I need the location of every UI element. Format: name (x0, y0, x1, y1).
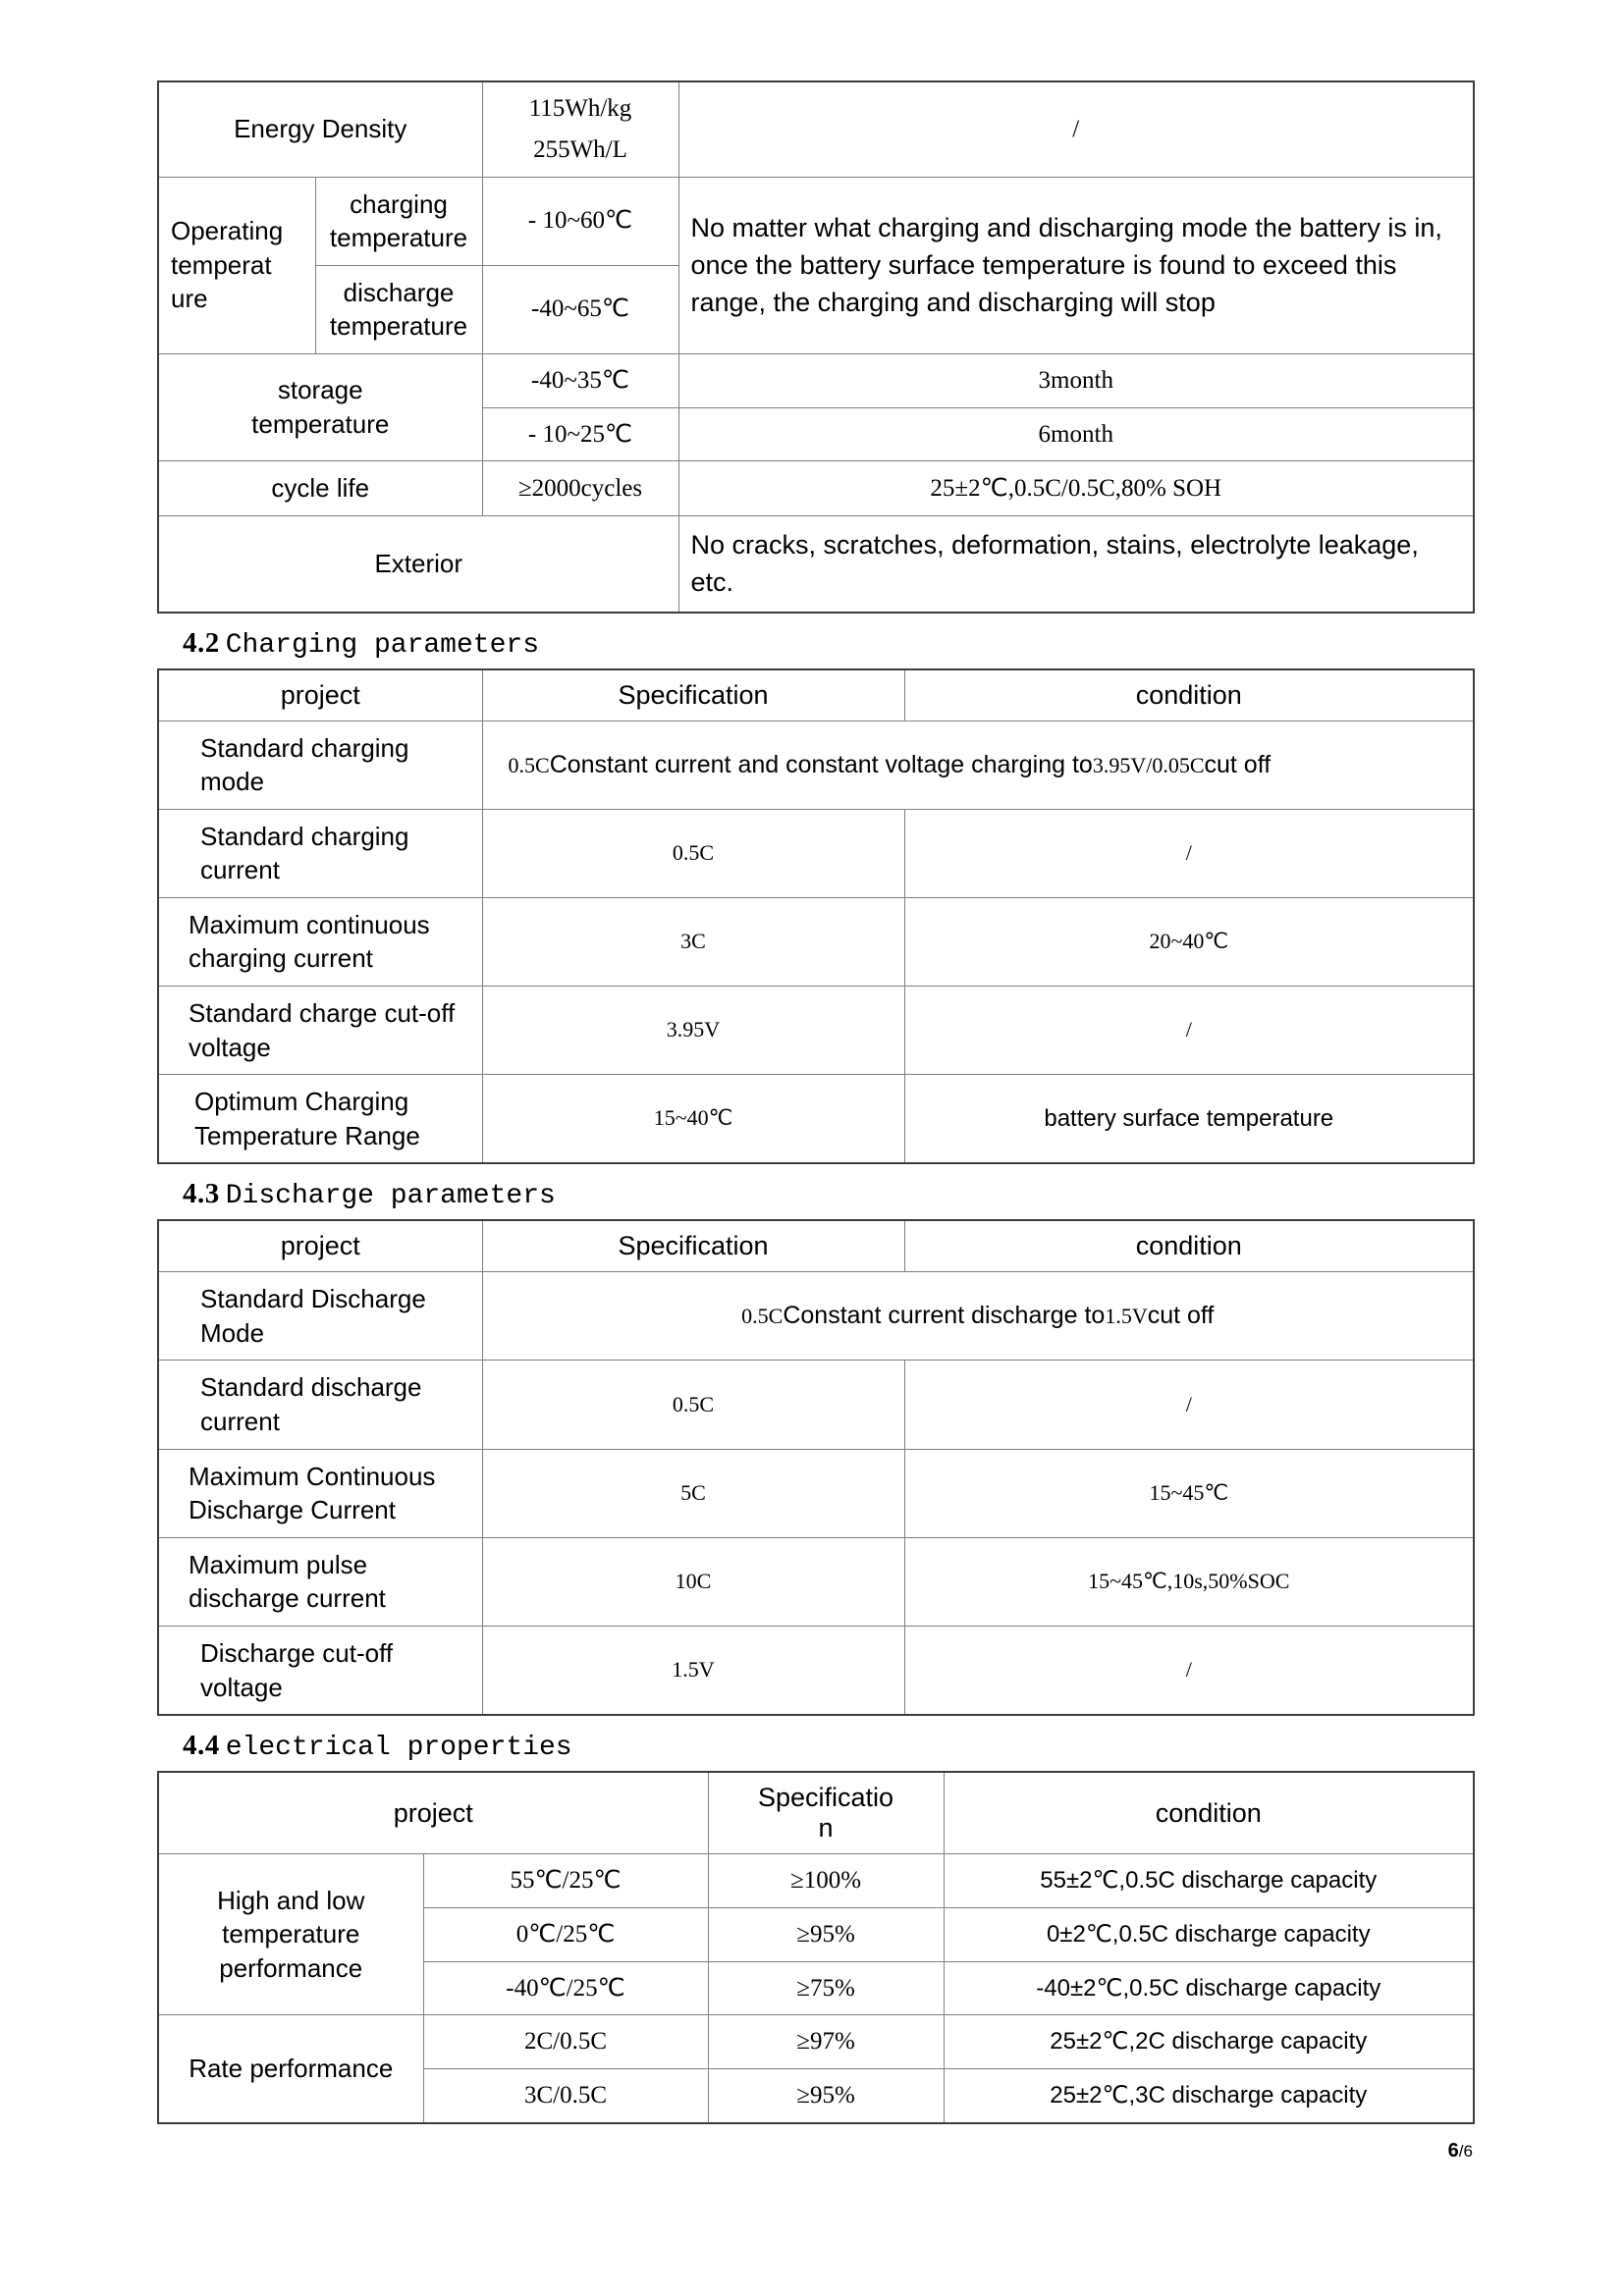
section-heading-4-3 (183, 1178, 1473, 1211)
charging-temperature-label (315, 177, 482, 265)
discharge-temperature-label-line2: temperature (329, 311, 468, 342)
charging-row-1-project (158, 809, 482, 897)
electrical-header-project: project (158, 1772, 708, 1854)
charging-row-1-condition: / (904, 809, 1474, 897)
charging-row-2-project-line2: charging current (189, 943, 373, 974)
discharge-row-4-project-line2: voltage (200, 1672, 283, 1702)
charging-temperature-label-line2: temperature (329, 223, 468, 253)
operating-temperature-label-line3: ure (171, 284, 208, 314)
energy-density-label: Energy Density (158, 81, 482, 177)
charging-row-0-spec-text: Constant current and constant voltage charging to (549, 750, 1093, 778)
electrical-g0-r2-condition: -40±2℃,0.5C discharge capacity (944, 1961, 1474, 2015)
discharge-row-3-condition: 15~45℃,10s,50%SOC (904, 1537, 1474, 1626)
table-row (158, 177, 1474, 265)
storage-temperature-label-line1: storage (277, 375, 363, 405)
discharge-row-1-condition: / (904, 1361, 1474, 1449)
electrical-g0-r2-spec: ≥75% (708, 1961, 944, 2015)
charging-row-0-project (158, 721, 482, 809)
discharge-row-1-project-line1: Standard discharge (200, 1372, 422, 1403)
section-number-4-2: 4.2 (183, 626, 220, 659)
operating-temperature-note: No matter what charging and discharging mode the battery is in, once the battery surface temperature is found to exceed this range, the charging and discharging will stop (678, 177, 1474, 353)
discharge-row-1-project-line2: current (200, 1407, 280, 1437)
energy-density-condition: / (678, 81, 1474, 177)
table-row (158, 809, 1474, 897)
charging-row-4-project-line1: Optimum Charging (194, 1087, 409, 1117)
charging-row-4-project-line2: Temperature Range (194, 1120, 420, 1150)
table-row (158, 721, 1474, 809)
charging-row-2-spec: 3C (482, 897, 904, 986)
table-row (158, 1272, 1474, 1361)
electrical-header-specification-line2: n (818, 1813, 834, 1843)
discharge-temperature-label-line1: discharge (343, 277, 455, 307)
cycle-life-spec: ≥2000cycles (482, 461, 678, 516)
electrical-group-0-label-line3: performance (219, 1953, 363, 1984)
energy-density-spec (482, 81, 678, 177)
table-row (158, 2015, 1474, 2069)
electrical-g0-r1-spec: ≥95% (708, 1907, 944, 1961)
page-footer (157, 2140, 1473, 2163)
discharge-row-0-spec-merged (482, 1272, 1474, 1361)
electrical-g1-r1-condition: 25±2℃,3C discharge capacity (944, 2069, 1474, 2123)
electrical-g1-r1-spec: ≥95% (708, 2069, 944, 2123)
discharge-temperature-label (315, 265, 482, 353)
discharge-row-0-spec-a: 0.5C (741, 1304, 784, 1329)
charging-row-1-project-line1: Standard charging (200, 821, 409, 851)
charging-row-3-project-line1: Standard charge cut-off (189, 998, 456, 1029)
charging-row-3-condition: / (904, 987, 1474, 1075)
electrical-header-condition: condition (944, 1772, 1474, 1854)
charging-header-condition: condition (904, 669, 1474, 721)
footer-separator: / (1458, 2142, 1464, 2161)
electrical-g0-r2-sub: -40℃/25℃ (423, 1961, 708, 2015)
electrical-g1-r0-sub: 2C/0.5C (423, 2015, 708, 2069)
charging-row-4-condition: battery surface temperature (904, 1075, 1474, 1164)
electrical-g0-r1-sub: 0℃/25℃ (423, 1907, 708, 1961)
discharge-row-2-project-line1: Maximum Continuous (189, 1461, 436, 1491)
table-row (158, 1361, 1474, 1449)
operating-temperature-label-line2: temperat (171, 249, 272, 280)
discharge-row-4-project (158, 1626, 482, 1715)
discharge-row-3-project-line1: Maximum pulse (189, 1549, 368, 1579)
table-header-row (158, 1220, 1474, 1272)
storage-temperature-condition-2: 6month (678, 407, 1474, 461)
section-title-4-4: electrical properties (225, 1733, 572, 1764)
storage-temperature-label (158, 353, 482, 461)
table-row (158, 1626, 1474, 1715)
cycle-life-condition: 25±2℃,0.5C/0.5C,80% SOH (678, 461, 1474, 516)
discharge-header-condition: condition (904, 1220, 1474, 1272)
footer-total-pages: 6 (1463, 2142, 1473, 2161)
charging-temperature-spec: - 10~60℃ (482, 177, 678, 265)
table-header-row (158, 669, 1474, 721)
electrical-group-1-label: Rate performance (158, 2015, 423, 2123)
footer-current-page: 6 (1447, 2140, 1459, 2162)
electrical-g1-r1-sub: 3C/0.5C (423, 2069, 708, 2123)
page-content (157, 80, 1473, 2124)
section-heading-4-2 (183, 627, 1473, 661)
table-row (158, 1854, 1474, 1908)
charging-row-1-project-line2: current (200, 855, 280, 885)
charging-header-specification: Specification (482, 669, 904, 721)
discharge-row-0-spec-b: 1.5V (1105, 1304, 1148, 1329)
electrical-group-0-label-line1: High and low (217, 1885, 365, 1915)
charging-row-0-spec-a: 0.5C (508, 752, 550, 777)
charging-temperature-label-line1: charging (350, 188, 448, 219)
electrical-group-0-label (158, 1854, 423, 2015)
discharge-parameters-table (157, 1219, 1475, 1716)
discharge-row-4-project-line1: Discharge cut-off (200, 1637, 394, 1668)
electrical-properties-table (157, 1771, 1475, 2124)
discharge-row-2-spec: 5C (482, 1449, 904, 1537)
exterior-label: Exterior (158, 515, 678, 612)
discharge-row-2-project (158, 1449, 482, 1537)
discharge-row-0-spec-text-b: cut off (1147, 1302, 1215, 1330)
electrical-group-0-label-line2: temperature (222, 1919, 360, 1949)
discharge-header-specification: Specification (482, 1220, 904, 1272)
discharge-row-4-spec: 1.5V (482, 1626, 904, 1715)
electrical-g1-r0-condition: 25±2℃,2C discharge capacity (944, 2015, 1474, 2069)
section-title-4-3: Discharge parameters (225, 1181, 556, 1212)
charging-row-3-spec: 3.95V (482, 987, 904, 1075)
electrical-g0-r0-condition: 55±2℃,0.5C discharge capacity (944, 1854, 1474, 1908)
table-row (158, 461, 1474, 516)
exterior-condition: No cracks, scratches, deformation, stains, electrolyte leakage, etc. (678, 515, 1474, 612)
section-title-4-2: Charging parameters (225, 629, 540, 661)
discharge-row-3-spec: 10C (482, 1537, 904, 1626)
electrical-g1-r0-spec: ≥97% (708, 2015, 944, 2069)
charging-row-0-spec-text-b: cut off (1204, 750, 1272, 778)
table-header-row (158, 1772, 1474, 1854)
energy-density-spec-line1: 115Wh/kg (528, 95, 632, 122)
discharge-row-0-spec-text: Constant current discharge to (783, 1302, 1106, 1330)
electrical-header-specification-line1: Specificatio (757, 1783, 894, 1813)
charging-row-4-project (158, 1075, 482, 1164)
discharge-row-1-project (158, 1361, 482, 1449)
charging-row-0-project-line2: mode (200, 767, 265, 797)
general-spec-table (157, 80, 1475, 614)
storage-temperature-condition-1: 3month (678, 353, 1474, 407)
table-row (158, 987, 1474, 1075)
energy-density-spec-line2: 255Wh/L (533, 135, 627, 163)
charging-row-3-project-line2: voltage (189, 1032, 271, 1062)
section-number-4-3: 4.3 (183, 1178, 220, 1210)
discharge-row-3-project (158, 1537, 482, 1626)
cycle-life-label: cycle life (158, 461, 482, 516)
discharge-row-0-project-line1: Standard Discharge (200, 1284, 426, 1314)
table-row (158, 1449, 1474, 1537)
table-row (158, 353, 1474, 407)
charging-row-0-spec-b: 3.95V/0.05C (1092, 752, 1205, 777)
charging-header-project: project (158, 669, 482, 721)
charging-row-1-spec: 0.5C (482, 809, 904, 897)
charging-row-0-spec-merged (482, 721, 1474, 809)
discharge-temperature-spec: -40~65℃ (482, 265, 678, 353)
discharge-row-0-project-line2: Mode (200, 1317, 265, 1348)
discharge-row-0-project (158, 1272, 482, 1361)
operating-temperature-label (158, 177, 315, 353)
electrical-g0-r0-sub: 55℃/25℃ (423, 1854, 708, 1908)
charging-row-2-project-line1: Maximum continuous (189, 909, 430, 939)
table-row (158, 515, 1474, 612)
table-row (158, 81, 1474, 177)
operating-temperature-label-line1: Operating (171, 216, 284, 246)
storage-temperature-spec-2: - 10~25℃ (482, 407, 678, 461)
discharge-row-2-condition: 15~45℃ (904, 1449, 1474, 1537)
charging-row-4-spec: 15~40℃ (482, 1075, 904, 1164)
discharge-row-4-condition: / (904, 1626, 1474, 1715)
charging-row-2-project (158, 897, 482, 986)
charging-row-3-project (158, 987, 482, 1075)
discharge-row-2-project-line2: Discharge Current (189, 1495, 396, 1525)
charging-row-0-project-line1: Standard charging (200, 732, 409, 763)
charging-parameters-table (157, 668, 1475, 1165)
storage-temperature-spec-1: -40~35℃ (482, 353, 678, 407)
section-heading-4-4 (183, 1730, 1473, 1763)
electrical-header-specification (708, 1772, 944, 1854)
discharge-row-1-spec: 0.5C (482, 1361, 904, 1449)
discharge-header-project: project (158, 1220, 482, 1272)
table-row (158, 1075, 1474, 1164)
section-number-4-4: 4.4 (183, 1730, 220, 1762)
electrical-g0-r1-condition: 0±2℃,0.5C discharge capacity (944, 1907, 1474, 1961)
table-row (158, 897, 1474, 986)
storage-temperature-label-line2: temperature (251, 409, 390, 440)
discharge-row-3-project-line2: discharge current (189, 1583, 386, 1614)
table-row (158, 1537, 1474, 1626)
charging-row-2-condition: 20~40℃ (904, 897, 1474, 986)
electrical-g0-r0-spec: ≥100% (708, 1854, 944, 1908)
